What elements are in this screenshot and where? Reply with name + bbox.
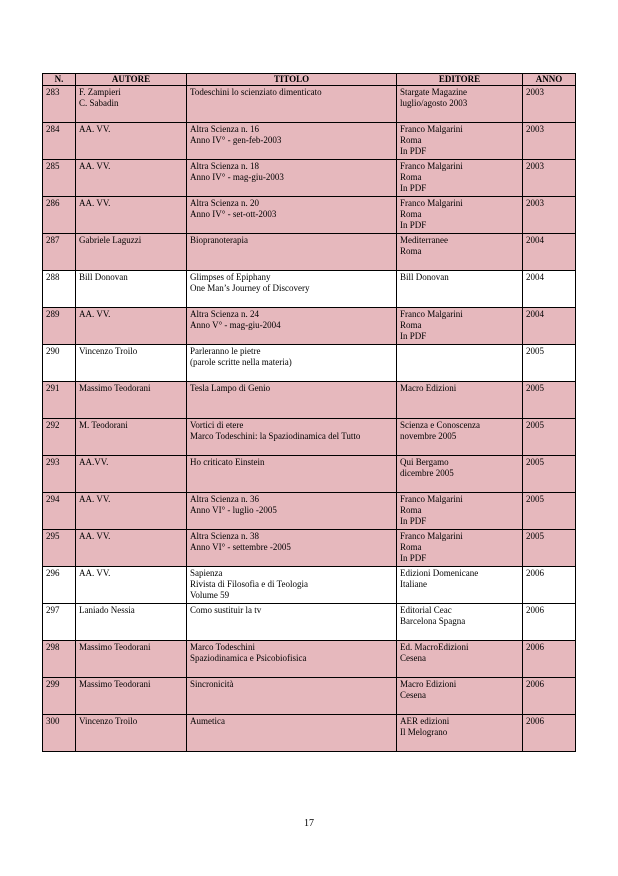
cell-anno: 2003 xyxy=(523,160,576,197)
cell-num: 291 xyxy=(43,382,76,419)
cell-line: In PDF xyxy=(400,516,427,526)
cell-autore xyxy=(76,419,187,456)
cell-autore xyxy=(76,271,187,308)
cell-line: Roma xyxy=(400,542,422,552)
cell-line: Laniado Nessia xyxy=(79,605,135,615)
cell-titolo xyxy=(187,641,397,678)
cell-editore xyxy=(397,345,523,382)
page-number: 17 xyxy=(304,818,314,829)
cell-line: Edizioni Domenicane xyxy=(400,568,479,578)
cell-line: Altra Scienza n. 36 xyxy=(190,494,259,504)
cell-line: F. Zampieri xyxy=(79,87,121,97)
cell-titolo xyxy=(187,234,397,271)
cell-line: AA. VV. xyxy=(79,531,111,541)
cell-line: Anno IV° - set-ott-2003 xyxy=(190,209,277,219)
table-row xyxy=(43,86,576,123)
cell-editore xyxy=(397,567,523,604)
cell-editore xyxy=(397,678,523,715)
cell-autore xyxy=(76,456,187,493)
header-num: N. xyxy=(43,74,76,86)
cell-line: Altra Scienza n. 24 xyxy=(190,309,259,319)
cell-anno: 2006 xyxy=(523,715,576,752)
cell-line: Vincenzo Troilo xyxy=(79,346,138,356)
cell-titolo xyxy=(187,493,397,530)
cell-line: Parleranno le pietre xyxy=(190,346,261,356)
cell-titolo xyxy=(187,567,397,604)
cell-editore xyxy=(397,715,523,752)
cell-line: AA. VV. xyxy=(79,568,111,578)
header-anno: ANNO xyxy=(523,74,576,86)
cell-editore xyxy=(397,234,523,271)
cell-anno: 2004 xyxy=(523,234,576,271)
cell-num: 288 xyxy=(43,271,76,308)
table-row xyxy=(43,308,576,345)
cell-line: M. Teodorani xyxy=(79,420,128,430)
cell-num: 283 xyxy=(43,86,76,123)
cell-line: Bill Donovan xyxy=(400,272,449,282)
cell-titolo xyxy=(187,530,397,567)
cell-anno: 2003 xyxy=(523,197,576,234)
catalog-table xyxy=(42,73,576,752)
table-row xyxy=(43,715,576,752)
cell-line: Anno IV° - mag-giu-2003 xyxy=(190,172,284,182)
cell-line: In PDF xyxy=(400,183,427,193)
cell-line: Tesla Lampo di Genio xyxy=(190,383,271,393)
cell-autore xyxy=(76,715,187,752)
cell-titolo xyxy=(187,345,397,382)
cell-anno: 2003 xyxy=(523,86,576,123)
cell-line: In PDF xyxy=(400,553,427,563)
cell-anno: 2006 xyxy=(523,678,576,715)
cell-line: Altra Scienza n. 20 xyxy=(190,198,259,208)
header-titolo: TITOLO xyxy=(187,74,397,86)
cell-line: Roma xyxy=(400,135,422,145)
cell-line: Roma xyxy=(400,209,422,219)
cell-autore xyxy=(76,382,187,419)
table-row xyxy=(43,604,576,641)
cell-autore xyxy=(76,86,187,123)
table-row xyxy=(43,641,576,678)
cell-line: AA. VV. xyxy=(79,309,111,319)
cell-line: Gabriele Laguzzi xyxy=(79,235,142,245)
cell-titolo xyxy=(187,271,397,308)
table-row xyxy=(43,234,576,271)
cell-line: Editorial Ceac xyxy=(400,605,452,615)
cell-editore xyxy=(397,604,523,641)
cell-line: Roma xyxy=(400,505,422,515)
cell-titolo xyxy=(187,419,397,456)
cell-line: Spaziodinamica e Psicobiofisica xyxy=(190,653,307,663)
cell-anno: 2003 xyxy=(523,123,576,160)
cell-line: Cesena xyxy=(400,690,426,700)
header-autore: AUTORE xyxy=(76,74,187,86)
cell-line: Rivista di Filosofia e di Teologia xyxy=(190,579,308,589)
table-row xyxy=(43,678,576,715)
cell-line: Aumetica xyxy=(190,716,225,726)
cell-titolo xyxy=(187,86,397,123)
cell-line: AER edizioni xyxy=(400,716,450,726)
cell-line: dicembre 2005 xyxy=(400,468,454,478)
cell-autore xyxy=(76,234,187,271)
cell-editore xyxy=(397,197,523,234)
cell-line: Massimo Teodorani xyxy=(79,642,151,652)
cell-line: Franco Malgarini xyxy=(400,124,463,134)
cell-line: Roma xyxy=(400,172,422,182)
cell-autore xyxy=(76,641,187,678)
cell-line: novembre 2005 xyxy=(400,431,457,441)
cell-line: AA. VV. xyxy=(79,494,111,504)
cell-line: Macro Edizioni xyxy=(400,679,457,689)
cell-num: 295 xyxy=(43,530,76,567)
cell-line: (parole scritte nella materia) xyxy=(190,357,292,367)
cell-line: Macro Edizioni xyxy=(400,383,457,393)
cell-line: Mediterranee xyxy=(400,235,448,245)
cell-line: In PDF xyxy=(400,146,427,156)
cell-autore xyxy=(76,308,187,345)
cell-anno: 2004 xyxy=(523,271,576,308)
cell-line: Sapienza xyxy=(190,568,223,578)
cell-line: Bill Donovan xyxy=(79,272,128,282)
cell-titolo xyxy=(187,382,397,419)
cell-editore xyxy=(397,308,523,345)
cell-editore xyxy=(397,641,523,678)
cell-line: Como sustituir la tv xyxy=(190,605,262,615)
cell-autore xyxy=(76,604,187,641)
table-header-row xyxy=(43,74,576,86)
cell-line: Anno VI° - settembre -2005 xyxy=(190,542,291,552)
cell-num: 289 xyxy=(43,308,76,345)
cell-line: One Man’s Journey of Discovery xyxy=(190,283,310,293)
table-body xyxy=(43,86,576,752)
cell-line: Il Melograno xyxy=(400,727,448,737)
table-row xyxy=(43,345,576,382)
cell-line: Altra Scienza n. 16 xyxy=(190,124,259,134)
table-row xyxy=(43,382,576,419)
cell-line: AA.VV. xyxy=(79,457,109,467)
cell-num: 284 xyxy=(43,123,76,160)
cell-line: Volume 59 xyxy=(190,590,230,600)
cell-anno: 2005 xyxy=(523,456,576,493)
cell-num: 299 xyxy=(43,678,76,715)
cell-line: Barcelona Spagna xyxy=(400,616,466,626)
cell-line: Qui Bergamo xyxy=(400,457,449,467)
cell-line: Anno V° - mag-giu-2004 xyxy=(190,320,281,330)
cell-line: Marco Todeschini: la Spaziodinamica del Tutto xyxy=(190,431,361,441)
cell-line: Anno VI° - luglio -2005 xyxy=(190,505,277,515)
cell-line: Altra Scienza n. 18 xyxy=(190,161,259,171)
cell-autore xyxy=(76,493,187,530)
cell-line: Scienza e Conoscenza xyxy=(400,420,480,430)
table-row xyxy=(43,123,576,160)
cell-autore xyxy=(76,345,187,382)
cell-line: Franco Malgarini xyxy=(400,531,463,541)
cell-editore xyxy=(397,271,523,308)
table-row xyxy=(43,271,576,308)
cell-line: Glimpses of Epiphany xyxy=(190,272,271,282)
cell-line: AA. VV. xyxy=(79,124,111,134)
cell-num: 290 xyxy=(43,345,76,382)
header-editore: EDITORE xyxy=(397,74,523,86)
cell-line: Roma xyxy=(400,246,422,256)
cell-anno: 2005 xyxy=(523,382,576,419)
cell-line: AA. VV. xyxy=(79,161,111,171)
cell-line: Cesena xyxy=(400,653,426,663)
cell-num: 293 xyxy=(43,456,76,493)
cell-line: Franco Malgarini xyxy=(400,161,463,171)
cell-anno: 2006 xyxy=(523,641,576,678)
cell-num: 292 xyxy=(43,419,76,456)
cell-anno: 2005 xyxy=(523,530,576,567)
cell-titolo xyxy=(187,456,397,493)
cell-line: In PDF xyxy=(400,220,427,230)
cell-autore xyxy=(76,160,187,197)
cell-num: 287 xyxy=(43,234,76,271)
cell-titolo xyxy=(187,160,397,197)
cell-num: 294 xyxy=(43,493,76,530)
cell-titolo xyxy=(187,308,397,345)
cell-anno: 2005 xyxy=(523,345,576,382)
cell-num: 285 xyxy=(43,160,76,197)
table-row xyxy=(43,567,576,604)
cell-line: Massimo Teodorani xyxy=(79,383,151,393)
cell-titolo xyxy=(187,123,397,160)
cell-autore xyxy=(76,197,187,234)
cell-num: 296 xyxy=(43,567,76,604)
cell-editore xyxy=(397,456,523,493)
cell-line: Todeschini lo scienziato dimenticato xyxy=(190,87,322,97)
cell-num: 286 xyxy=(43,197,76,234)
cell-num: 300 xyxy=(43,715,76,752)
cell-line: Franco Malgarini xyxy=(400,309,463,319)
cell-autore xyxy=(76,678,187,715)
cell-editore xyxy=(397,493,523,530)
cell-titolo xyxy=(187,197,397,234)
cell-anno: 2006 xyxy=(523,604,576,641)
cell-anno: 2006 xyxy=(523,567,576,604)
cell-editore xyxy=(397,86,523,123)
cell-line: Ho criticato Einstein xyxy=(190,457,265,467)
cell-editore xyxy=(397,419,523,456)
cell-autore xyxy=(76,123,187,160)
table-row xyxy=(43,456,576,493)
cell-line: Anno IV° - gen-feb-2003 xyxy=(190,135,282,145)
cell-line: Franco Malgarini xyxy=(400,198,463,208)
cell-titolo xyxy=(187,678,397,715)
table-row xyxy=(43,197,576,234)
cell-titolo xyxy=(187,715,397,752)
table-row xyxy=(43,160,576,197)
cell-line: Roma xyxy=(400,320,422,330)
cell-editore xyxy=(397,160,523,197)
cell-line: Vortici di etere xyxy=(190,420,244,430)
cell-editore xyxy=(397,382,523,419)
cell-anno: 2005 xyxy=(523,493,576,530)
cell-editore xyxy=(397,123,523,160)
table-row xyxy=(43,419,576,456)
cell-titolo xyxy=(187,604,397,641)
cell-line: Italiane xyxy=(400,579,427,589)
cell-line: Sincronicità xyxy=(190,679,234,689)
cell-line: AA. VV. xyxy=(79,198,111,208)
cell-num: 298 xyxy=(43,641,76,678)
cell-num: 297 xyxy=(43,604,76,641)
cell-line: Marco Todeschini xyxy=(190,642,255,652)
cell-line: Biopranoterapia xyxy=(190,235,248,245)
cell-autore xyxy=(76,530,187,567)
cell-line: Franco Malgarini xyxy=(400,494,463,504)
table-row xyxy=(43,530,576,567)
cell-line: Massimo Teodorani xyxy=(79,679,151,689)
cell-anno: 2005 xyxy=(523,419,576,456)
cell-line: C. Sabadin xyxy=(79,98,119,108)
cell-line: luglio/agosto 2003 xyxy=(400,98,468,108)
cell-line: Ed. MacroEdizioni xyxy=(400,642,469,652)
cell-autore xyxy=(76,567,187,604)
cell-anno: 2004 xyxy=(523,308,576,345)
cell-editore xyxy=(397,530,523,567)
cell-line: In PDF xyxy=(400,331,427,341)
cell-line: Altra Scienza n. 38 xyxy=(190,531,259,541)
table-row xyxy=(43,493,576,530)
cell-line: Vincenzo Troilo xyxy=(79,716,138,726)
cell-line: Stargate Magazine xyxy=(400,87,468,97)
